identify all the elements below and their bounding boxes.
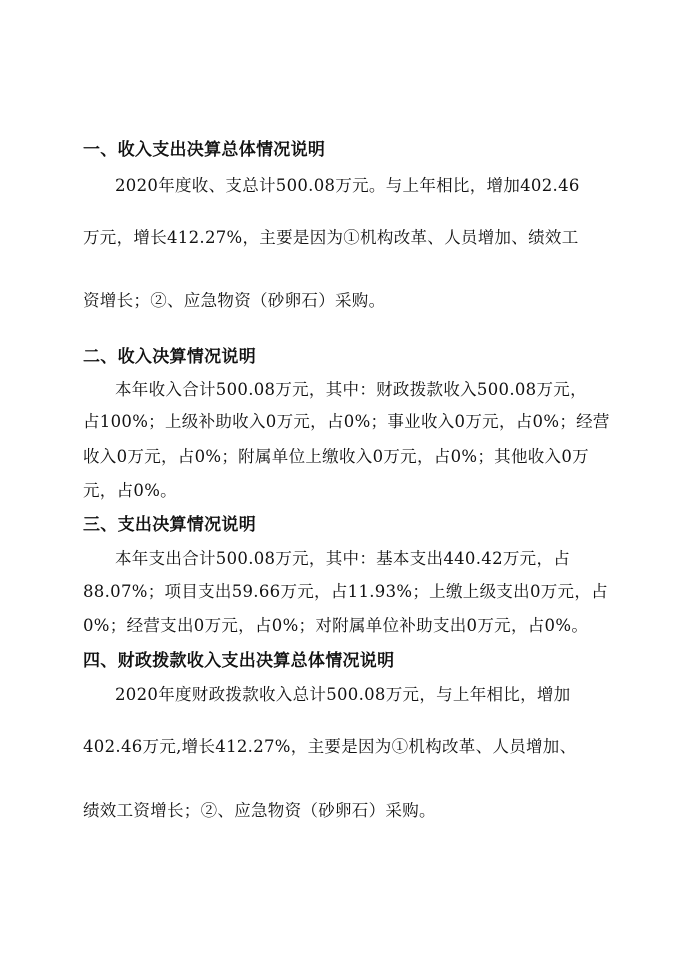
- section-4-heading: 四、财政拨款收入支出决算总体情况说明: [83, 651, 395, 671]
- section-3-line-1: 本年支出合计500.08万元，其中：基本支出440.42万元，占: [115, 549, 571, 568]
- section-1-heading: 一、收入支出决算总体情况说明: [83, 140, 326, 160]
- section-1-line-2: 万元，增长412.27%，主要是因为①机构改革、人员增加、绩效工: [83, 228, 579, 247]
- section-3-line-3: 0%；经营支出0万元，占0%；对附属单位补助支出0万元，占0%。: [83, 616, 589, 635]
- section-1-line-1: 2020年度收、支总计500.08万元。与上年相比，增加402.46: [115, 176, 580, 195]
- section-2-line-3: 收入0万元，占0%；附属单位上缴收入0万元，占0%；其他收入0万: [83, 447, 589, 466]
- section-3-line-2: 88.07%；项目支出59.66万元，占11.93%；上缴上级支出0万元，占: [83, 582, 608, 601]
- section-2-line-4: 元，占0%。: [83, 481, 177, 500]
- section-2-heading: 二、收入决算情况说明: [83, 347, 256, 367]
- section-2-line-1: 本年收入合计500.08万元，其中：财政拨款收入500.08万元，: [115, 380, 587, 399]
- section-4-line-3: 绩效工资增长；②、应急物资（砂卵石）采购。: [83, 801, 436, 820]
- section-4-line-2: 402.46万元,增长412.27%，主要是因为①机构改革、人员增加、: [83, 737, 577, 756]
- section-1-line-3: 资增长；②、应急物资（砂卵石）采购。: [83, 291, 386, 310]
- section-2-line-2: 占100%；上级补助收入0万元，占0%；事业收入0万元，占0%；经营: [83, 412, 610, 431]
- section-4-line-1: 2020年度财政拨款收入总计500.08万元，与上年相比，增加: [115, 685, 571, 704]
- section-3-heading: 三、支出决算情况说明: [83, 515, 256, 535]
